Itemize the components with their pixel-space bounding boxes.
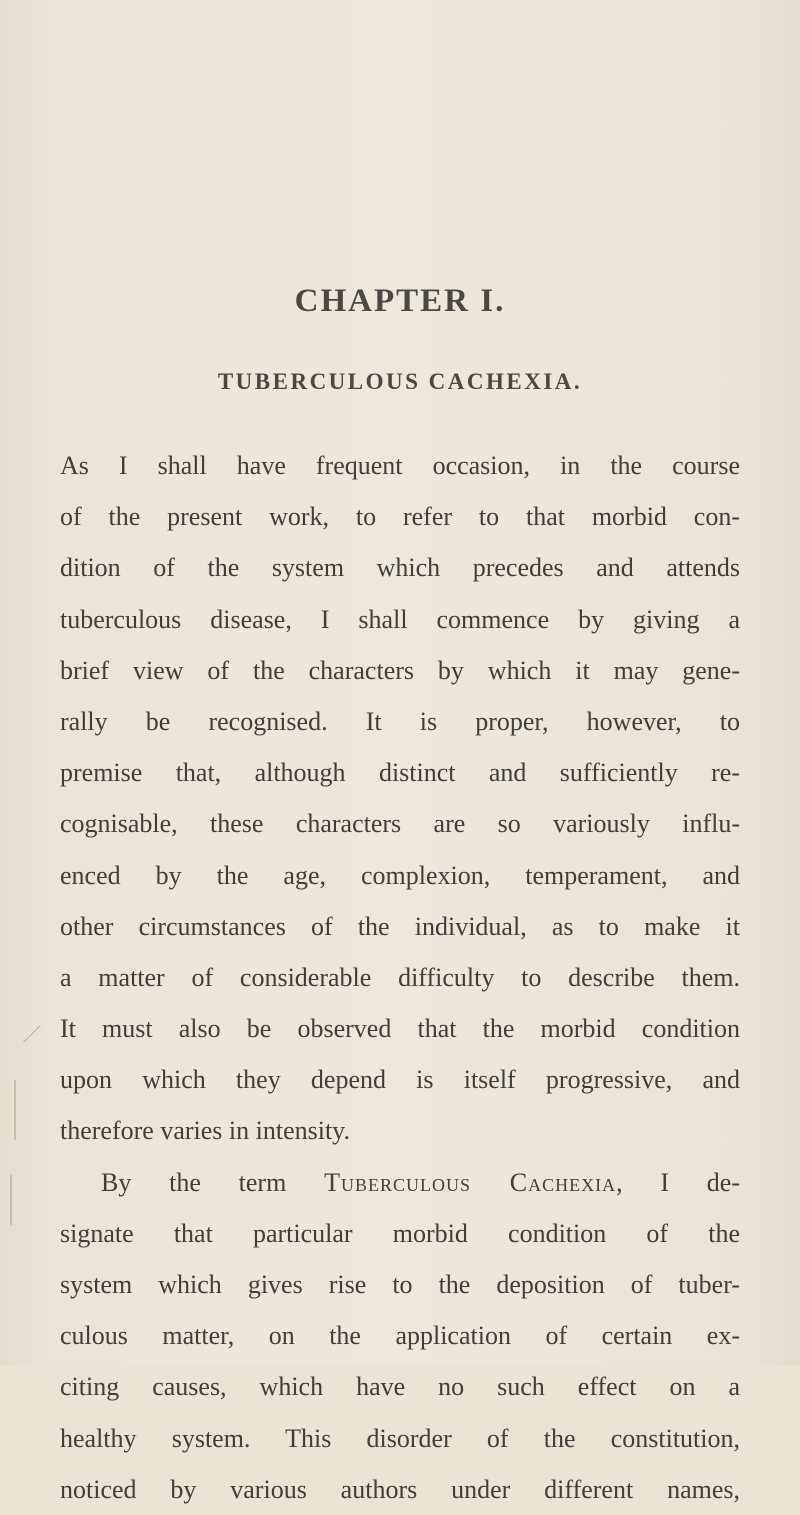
margin-pencil-line (10, 1175, 12, 1225)
text-line: premise that, although distinct and sufficiently re- (60, 758, 740, 788)
text-line: noticed by various authors under different names, (60, 1474, 740, 1504)
text-line: rally be recognised. It is proper, however, to (60, 706, 740, 736)
text-line: cognisable, these characters are so variously influ- (60, 809, 740, 839)
margin-pencil-mark (23, 1025, 56, 1058)
body-text (60, 440, 800, 1515)
text-line: of the present work, to refer to that morbid con- (60, 502, 740, 532)
section-heading: TUBERCULOUS CACHEXIA. (217, 369, 583, 394)
text-line: As I shall have frequent occasion, in the course (60, 451, 740, 480)
text-line: signate that particular morbid condition of the (60, 1218, 740, 1248)
text-line: culous matter, on the application of certain ex- (60, 1321, 740, 1351)
text-line: It must also be observed that the morbid condition (60, 1014, 740, 1044)
text-line: a matter of considerable difficulty to describe them. (60, 962, 740, 992)
paragraph-start-line (60, 1157, 740, 1208)
defined-term: Tuberculous Cachexia (324, 1167, 617, 1197)
text-line: dition of the system which precedes and attends (60, 553, 740, 583)
text-line: healthy system. This disorder of the constitution, (60, 1423, 740, 1453)
para2-lead: By the term (101, 1167, 325, 1197)
text-line: citing causes, which have no such effect on a (60, 1372, 740, 1402)
text-line: system which gives rise to the deposition of tuber- (60, 1270, 740, 1299)
chapter-heading: CHAPTER I. (294, 283, 506, 319)
para2-tail: , I de- (616, 1167, 740, 1197)
text-line: brief view of the characters by which it may gene- (60, 655, 740, 685)
text-line: therefore varies in intensity. (60, 1116, 350, 1146)
text-line: tuberculous disease, I shall commence by giving a (60, 604, 740, 634)
text-line: enced by the age, complexion, temperament, and (60, 860, 740, 890)
text-line: other circumstances of the individual, as to make it (60, 911, 740, 941)
margin-pencil-line (14, 1080, 16, 1140)
text-line: upon which they depend is itself progressive, and (60, 1065, 740, 1095)
